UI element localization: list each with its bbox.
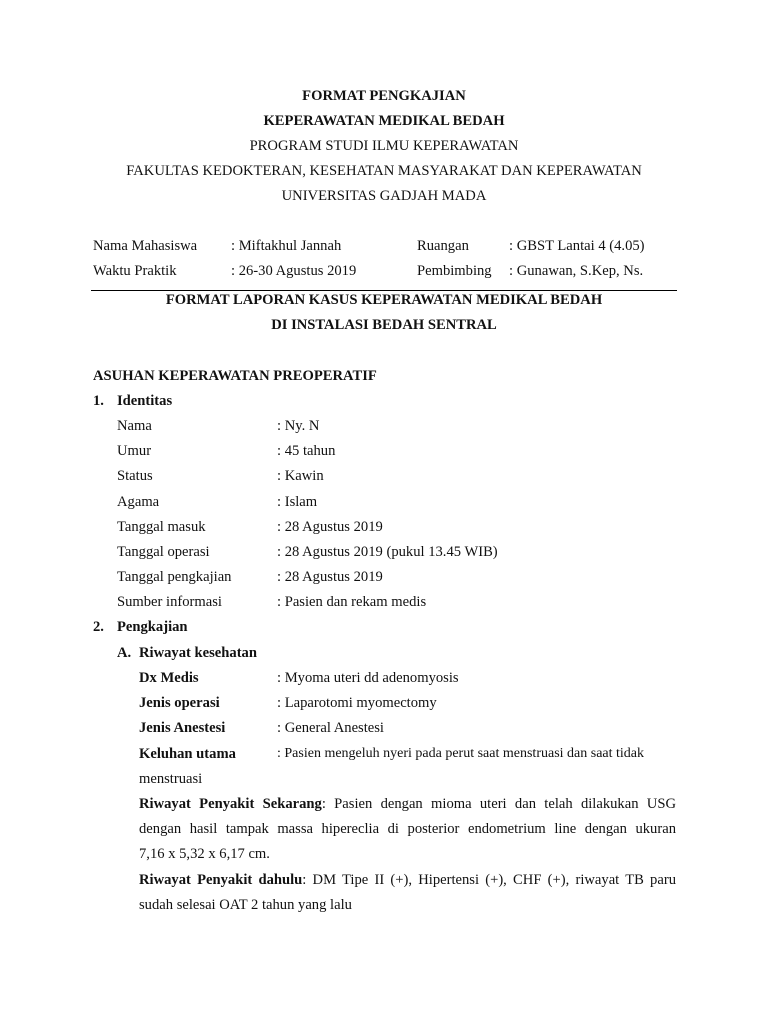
identitas-value: : Islam — [277, 494, 318, 510]
riwayat-label: Jenis operasi — [139, 695, 220, 711]
item1-number: 1. — [93, 393, 104, 409]
rpd-text: : DM Tipe II (+), Hipertensi (+), CHF (+), riwayat TB paru — [302, 872, 676, 888]
riwayat-value: : Pasien mengeluh nyeri pada perut saat menstruasi dan saat tidak — [277, 746, 645, 761]
report-title-line1: FORMAT LAPORAN KASUS KEPERAWATAN MEDIKAL BEDAH — [165, 292, 603, 308]
riwayat-label: Jenis Anestesi — [139, 720, 226, 736]
identitas-value: : Ny. N — [277, 418, 320, 434]
rps-paragraph-line2: dengan hasil tampak massa hipereclia di posterior endometrium line dengan ukuran — [139, 821, 676, 837]
nama-mahasiswa-label: Nama Mahasiswa — [93, 238, 198, 254]
section-title: ASUHAN KEPERAWATAN PREOPERATIF — [93, 368, 377, 384]
identitas-value: : Kawin — [277, 468, 324, 484]
rpd-label: Riwayat Penyakit dahulu — [139, 872, 303, 888]
item1-title: Identitas — [117, 393, 173, 409]
report-title-line2: DI INSTALASI BEDAH SENTRAL — [271, 317, 497, 333]
identitas-label: Tanggal operasi — [117, 544, 210, 560]
rpd-paragraph-line1 — [139, 870, 676, 890]
rps-paragraph-line1 — [139, 794, 676, 814]
identitas-label: Nama — [117, 418, 152, 434]
riwayat-value: : General Anestesi — [277, 720, 384, 736]
header-subtitle: KEPERAWATAN MEDIKAL BEDAH — [263, 113, 505, 129]
waktu-praktik-label: Waktu Praktik — [93, 263, 177, 279]
header-program: PROGRAM STUDI ILMU KEPERAWATAN — [249, 138, 519, 154]
item2-number: 2. — [93, 619, 104, 635]
header-university: UNIVERSITAS GADJAH MADA — [281, 188, 487, 204]
rpd-paragraph-line2: sudah selesai OAT 2 tahun yang lalu — [139, 897, 352, 913]
subsection-a-title: Riwayat kesehatan — [139, 645, 257, 661]
riwayat-value: : Myoma uteri dd adenomyosis — [277, 670, 459, 686]
identitas-value: : 28 Agustus 2019 — [277, 519, 383, 535]
identitas-label: Agama — [117, 494, 160, 510]
keluhan-continuation: menstruasi — [139, 771, 203, 787]
riwayat-label: Dx Medis — [139, 670, 199, 686]
rps-label: Riwayat Penyakit Sekarang — [139, 796, 322, 812]
ruangan-value: : GBST Lantai 4 (4.05) — [509, 238, 645, 254]
rps-paragraph-line3: 7,16 x 5,32 x 6,17 cm. — [139, 846, 270, 862]
header-title: FORMAT PENGKAJIAN — [302, 88, 466, 104]
identitas-value: : Pasien dan rekam medis — [277, 594, 427, 610]
identitas-value: : 28 Agustus 2019 (pukul 13.45 WIB) — [277, 544, 498, 560]
subsection-a-letter: A. — [117, 645, 132, 661]
ruangan-label: Ruangan — [417, 238, 469, 254]
identitas-label: Umur — [117, 443, 152, 459]
rps-text: : Pasien dengan mioma uteri dan telah dilakukan USG — [321, 796, 677, 812]
item2-title: Pengkajian — [117, 619, 188, 635]
header-faculty: FAKULTAS KEDOKTERAN, KESEHATAN MASYARAKAT DAN KEPERAWATAN — [126, 163, 642, 179]
pembimbing-label: Pembimbing — [417, 263, 492, 279]
riwayat-value: : Laparotomi myomectomy — [277, 695, 437, 711]
identitas-label: Sumber informasi — [117, 594, 222, 610]
riwayat-label: Keluhan utama — [139, 746, 236, 762]
nama-mahasiswa-value: : Miftakhul Jannah — [231, 238, 342, 254]
identitas-value: : 45 tahun — [277, 443, 336, 459]
identitas-label: Tanggal pengkajian — [117, 569, 232, 585]
identitas-value: : 28 Agustus 2019 — [277, 569, 383, 585]
waktu-praktik-value: : 26-30 Agustus 2019 — [231, 263, 357, 279]
pembimbing-value: : Gunawan, S.Kep, Ns. — [509, 263, 644, 279]
identitas-label: Status — [117, 468, 153, 484]
identitas-label: Tanggal masuk — [117, 519, 206, 535]
